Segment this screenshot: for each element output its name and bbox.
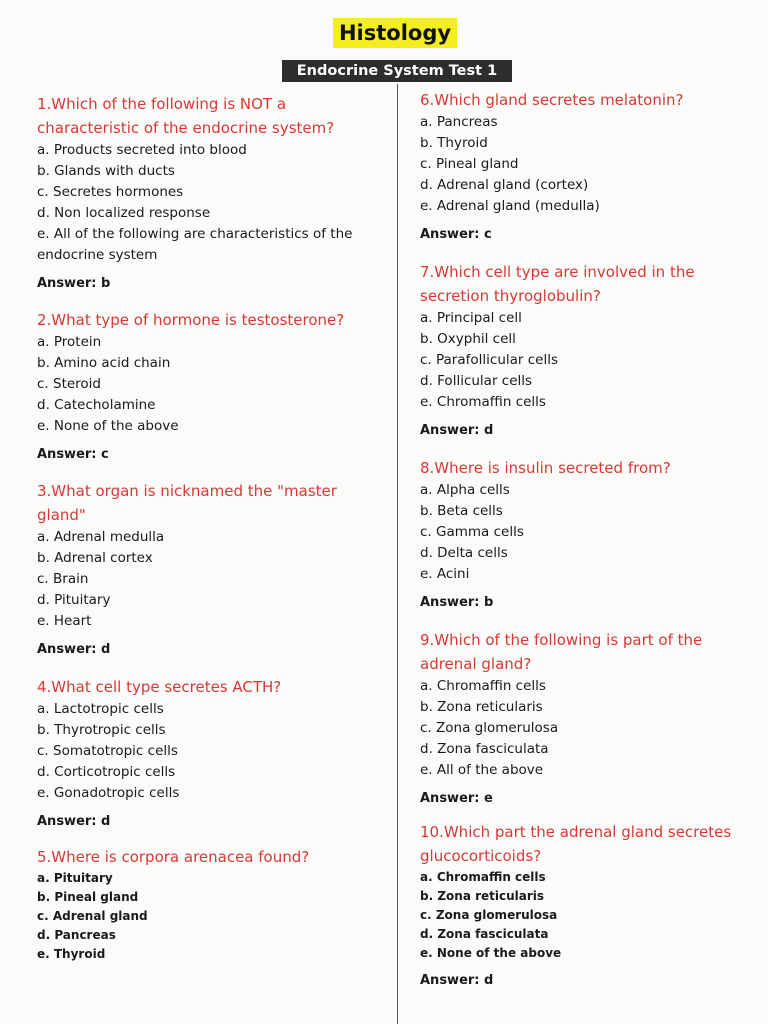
option-item: d. Adrenal gland (cortex) (420, 177, 589, 193)
option-item: d. Non localized response (37, 205, 211, 221)
question-text: 1.Which of the following is NOT a characteristic of the endocrine system? (37, 95, 335, 137)
answer-line: Answer: d (420, 423, 494, 438)
option-item: a. Pancreas (420, 114, 498, 130)
option-item: b. Glands with ducts (37, 163, 175, 179)
answer-line: Answer: c (37, 447, 109, 462)
options-list (37, 332, 387, 437)
question-4 (37, 675, 387, 829)
answer-line: Answer: b (37, 276, 111, 291)
question-text: 4.What cell type secretes ACTH? (37, 678, 282, 696)
question-6 (420, 88, 760, 242)
option-item: a. Pituitary (37, 871, 113, 885)
option-item: d. Follicular cells (420, 373, 533, 389)
question-1 (37, 92, 387, 291)
answer-line: Answer: d (420, 973, 494, 988)
answer-line: Answer: d (37, 642, 111, 657)
option-item: e. Chromaffin cells (420, 394, 546, 410)
option-item: e. None of the above (37, 418, 179, 434)
option-item: d. Pancreas (37, 928, 116, 942)
options-list (420, 112, 760, 217)
option-item: e. All of the above (420, 762, 544, 778)
question-text: 10.Which part the adrenal gland secretes glucocorticoids? (420, 823, 732, 865)
options-list (420, 480, 760, 585)
option-item: e. Acini (420, 566, 470, 582)
page-title: Histology (333, 18, 457, 48)
option-item: b. Thyroid (420, 135, 488, 151)
question-text: 2.What type of hormone is testosterone? (37, 311, 345, 329)
option-item: d. Corticotropic cells (37, 764, 176, 780)
option-item: e. Gonadotropic cells (37, 785, 180, 801)
option-item: c. Steroid (37, 376, 102, 392)
option-item: b. Zona reticularis (420, 889, 545, 903)
option-item: c. Gamma cells (420, 524, 524, 540)
option-item: d. Delta cells (420, 545, 508, 561)
options-list (37, 140, 387, 266)
question-10 (420, 820, 760, 988)
option-item: d. Zona fasciculata (420, 741, 549, 757)
option-item: b. Thyrotropic cells (37, 722, 166, 738)
answer-line: Answer: d (37, 814, 111, 829)
column-divider (397, 84, 398, 1024)
options-list (420, 308, 760, 413)
question-8 (420, 456, 760, 610)
option-item: b. Beta cells (420, 503, 503, 519)
option-item: a. Adrenal medulla (37, 529, 165, 545)
options-list (420, 676, 760, 781)
answer-line: Answer: b (420, 595, 494, 610)
option-item: c. Zona glomerulosa (420, 908, 558, 922)
option-item: a. Chromaffin cells (420, 678, 546, 694)
option-item: b. Oxyphil cell (420, 331, 516, 347)
question-text: 9.Which of the following is part of the adrenal gland? (420, 631, 703, 673)
options-list (37, 527, 387, 632)
option-item: c. Parafollicular cells (420, 352, 559, 368)
options-list (37, 869, 387, 964)
option-item: e. None of the above (420, 946, 562, 960)
option-item: e. Adrenal gland (medulla) (420, 198, 600, 214)
option-item: c. Secretes hormones (37, 184, 184, 200)
option-item: a. Protein (37, 334, 102, 350)
option-item: c. Zona glomerulosa (420, 720, 559, 736)
question-9 (420, 628, 760, 806)
option-item: a. Principal cell (420, 310, 522, 326)
question-text: 6.Which gland secretes melatonin? (420, 91, 684, 109)
question-text: 7.Which cell type are involved in the secretion thyroglobulin? (420, 263, 695, 305)
options-list (420, 868, 760, 963)
question-3 (37, 479, 387, 657)
option-item: a. Lactotropic cells (37, 701, 164, 717)
options-list (37, 699, 387, 804)
question-text: 8.Where is insulin secreted from? (420, 459, 671, 477)
option-item: a. Products secreted into blood (37, 142, 247, 158)
test-subtitle: Endocrine System Test 1 (282, 60, 512, 82)
answer-line: Answer: e (420, 791, 493, 806)
question-2 (37, 308, 387, 462)
option-item: d. Catecholamine (37, 397, 156, 413)
option-item: b. Adrenal cortex (37, 550, 153, 566)
option-item: c. Pineal gland (420, 156, 519, 172)
option-item: c. Somatotropic cells (37, 743, 178, 759)
question-7 (420, 260, 760, 438)
option-item: c. Brain (37, 571, 89, 587)
option-item: b. Pineal gland (37, 890, 139, 904)
option-item: c. Adrenal gland (37, 909, 148, 923)
option-item: e. All of the following are characteristics of the endocrine system (37, 226, 353, 263)
question-text: 5.Where is corpora arenacea found? (37, 848, 310, 866)
option-item: d. Zona fasciculata (420, 927, 549, 941)
option-item: e. Thyroid (37, 947, 106, 961)
option-item: a. Chromaffin cells (420, 870, 546, 884)
answer-line: Answer: c (420, 227, 492, 242)
option-item: d. Pituitary (37, 592, 111, 608)
option-item: b. Zona reticularis (420, 699, 543, 715)
question-text: 3.What organ is nicknamed the "master gland" (37, 482, 337, 524)
option-item: e. Heart (37, 613, 92, 629)
option-item: b. Amino acid chain (37, 355, 171, 371)
option-item: a. Alpha cells (420, 482, 510, 498)
question-5 (37, 845, 387, 964)
